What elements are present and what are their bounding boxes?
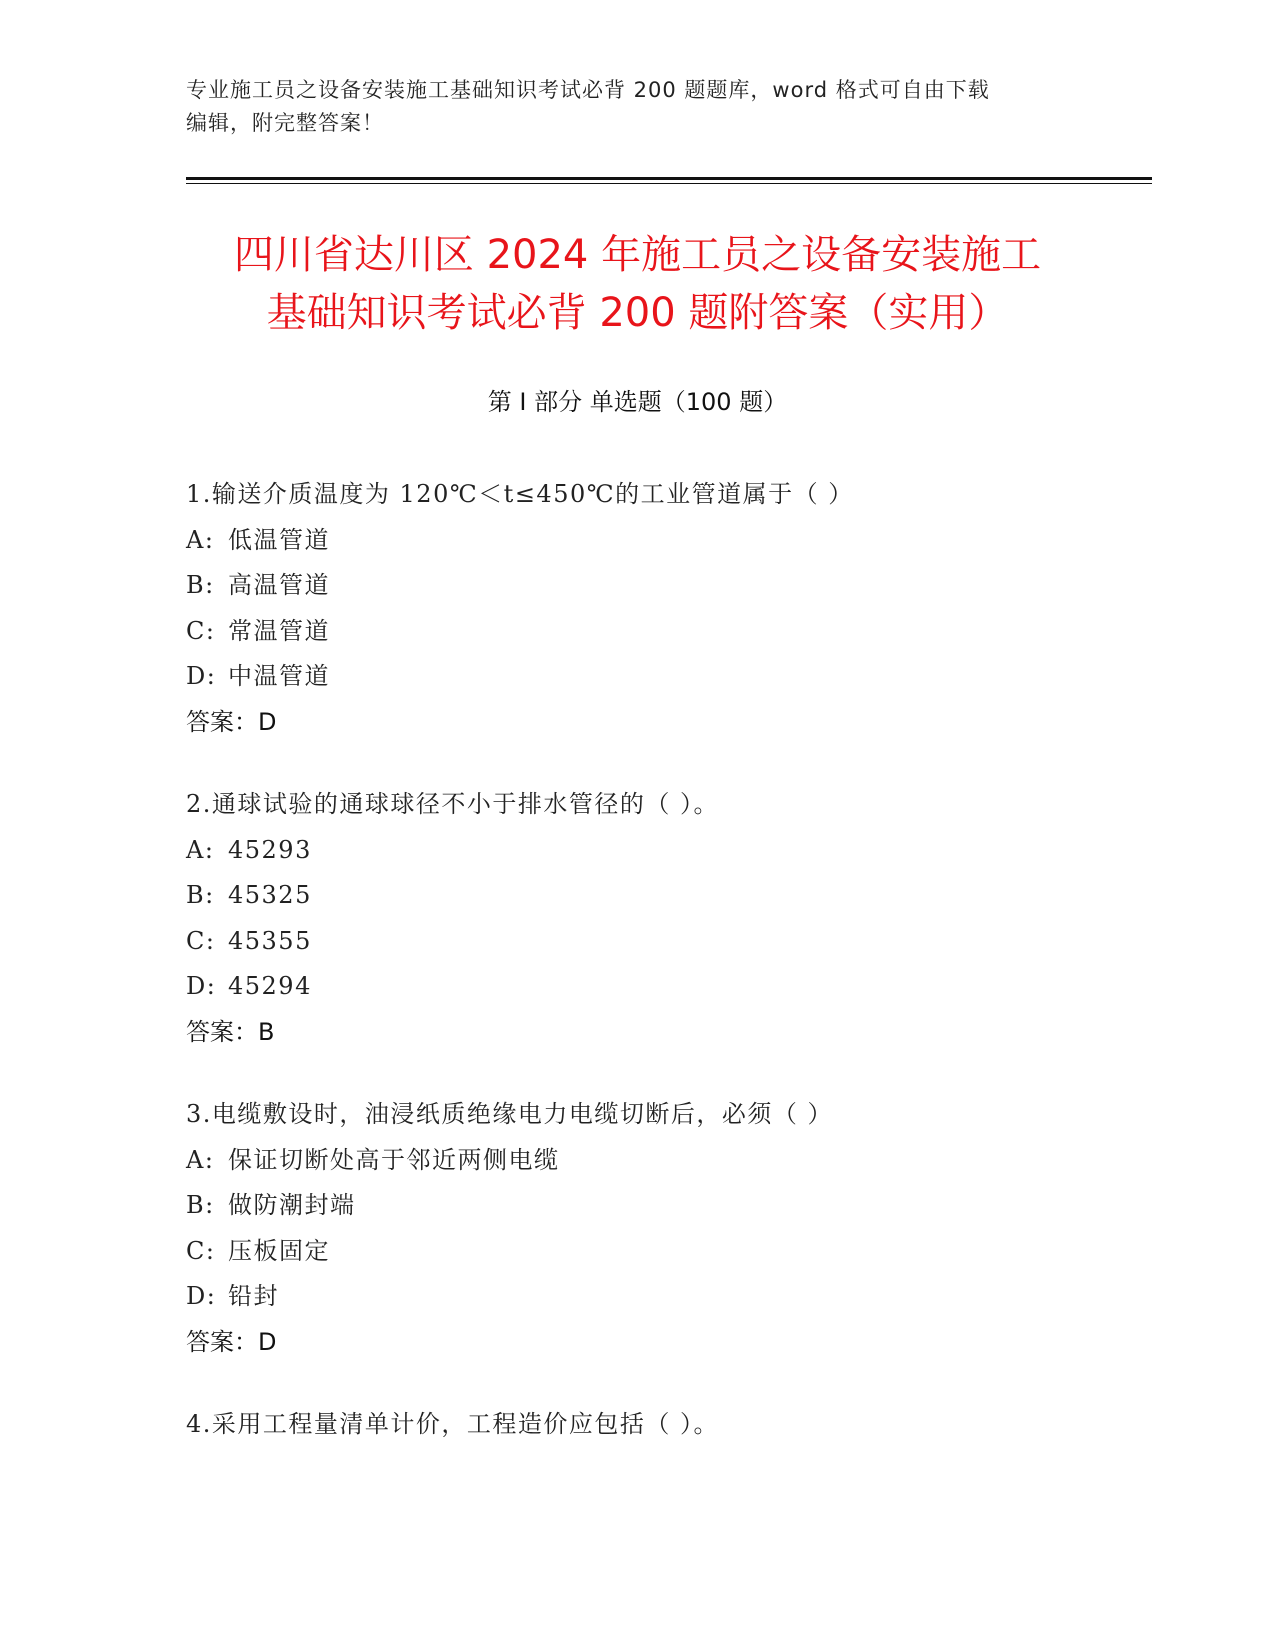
option-letter: A: bbox=[186, 835, 215, 864]
option-letter: D: bbox=[186, 972, 217, 1000]
option-letter: C: bbox=[186, 926, 216, 955]
option-letter: D: bbox=[186, 1282, 217, 1310]
option-text: 45355 bbox=[228, 926, 312, 955]
option-a bbox=[186, 518, 1146, 564]
question-stem: 4.采用工程量清单计价，工程造价应包括（ ）。 bbox=[186, 1410, 720, 1438]
header-note-line-2: 编辑，附完整答案！ bbox=[186, 111, 384, 135]
document-title-line-2: 基础知识考试必背 200 题附答案（实用） bbox=[266, 290, 1009, 336]
option-letter: B: bbox=[186, 571, 215, 599]
option-text: 铅封 bbox=[228, 1282, 279, 1310]
option-a bbox=[186, 828, 1146, 874]
option-text: 保证切断处高于邻近两侧电缆 bbox=[228, 1145, 560, 1174]
option-text: 常温管道 bbox=[228, 616, 330, 645]
option-c bbox=[186, 919, 1146, 965]
option-b bbox=[186, 563, 1146, 609]
option-text: 45294 bbox=[228, 972, 312, 1000]
option-b bbox=[186, 1183, 1146, 1229]
option-c bbox=[186, 1229, 1146, 1275]
answer-line: 答案：D bbox=[186, 707, 277, 736]
option-text: 中温管道 bbox=[228, 662, 330, 690]
document-title bbox=[160, 226, 1115, 342]
option-letter: B: bbox=[186, 881, 215, 909]
option-text: 压板固定 bbox=[228, 1236, 330, 1265]
option-text: 45293 bbox=[228, 835, 312, 864]
option-text: 高温管道 bbox=[228, 571, 330, 599]
section-heading: 第 I 部分 单选题（100 题） bbox=[487, 388, 788, 416]
option-b bbox=[186, 873, 1146, 919]
answer-line: 答案：B bbox=[186, 1017, 275, 1046]
question-list bbox=[186, 472, 1146, 1485]
question-stem: 2.通球试验的通球球径不小于排水管径的（ ）。 bbox=[186, 790, 720, 818]
header-divider-thick bbox=[186, 177, 1152, 180]
question-3 bbox=[186, 1092, 1146, 1365]
option-letter: D: bbox=[186, 662, 217, 690]
option-letter: B: bbox=[186, 1191, 215, 1219]
option-d bbox=[186, 964, 1146, 1010]
header-note-line-1: 专业施工员之设备安装施工基础知识考试必背 200 题题库，word 格式可自由下载 bbox=[186, 78, 990, 102]
option-text: 45325 bbox=[228, 881, 312, 909]
option-a bbox=[186, 1138, 1146, 1184]
question-1 bbox=[186, 472, 1146, 745]
header-note bbox=[186, 74, 1086, 140]
option-d bbox=[186, 1274, 1146, 1320]
option-letter: C: bbox=[186, 616, 216, 645]
header-divider-thin bbox=[186, 183, 1152, 184]
question-4 bbox=[186, 1402, 1146, 1448]
document-title-line-1: 四川省达川区 2024 年施工员之设备安装施工 bbox=[233, 232, 1042, 278]
question-2 bbox=[186, 782, 1146, 1055]
option-letter: C: bbox=[186, 1236, 216, 1265]
option-letter: A: bbox=[186, 1145, 215, 1174]
answer-line: 答案：D bbox=[186, 1327, 277, 1356]
option-text: 低温管道 bbox=[228, 525, 330, 554]
option-text: 做防潮封端 bbox=[228, 1191, 356, 1219]
option-d bbox=[186, 654, 1146, 700]
option-letter: A: bbox=[186, 525, 215, 554]
question-stem: 1.输送介质温度为 120℃＜t≤450℃的工业管道属于（ ） bbox=[186, 480, 854, 508]
question-stem: 3.电缆敷设时，油浸纸质绝缘电力电缆切断后，必须（ ） bbox=[186, 1100, 834, 1128]
option-c bbox=[186, 609, 1146, 655]
